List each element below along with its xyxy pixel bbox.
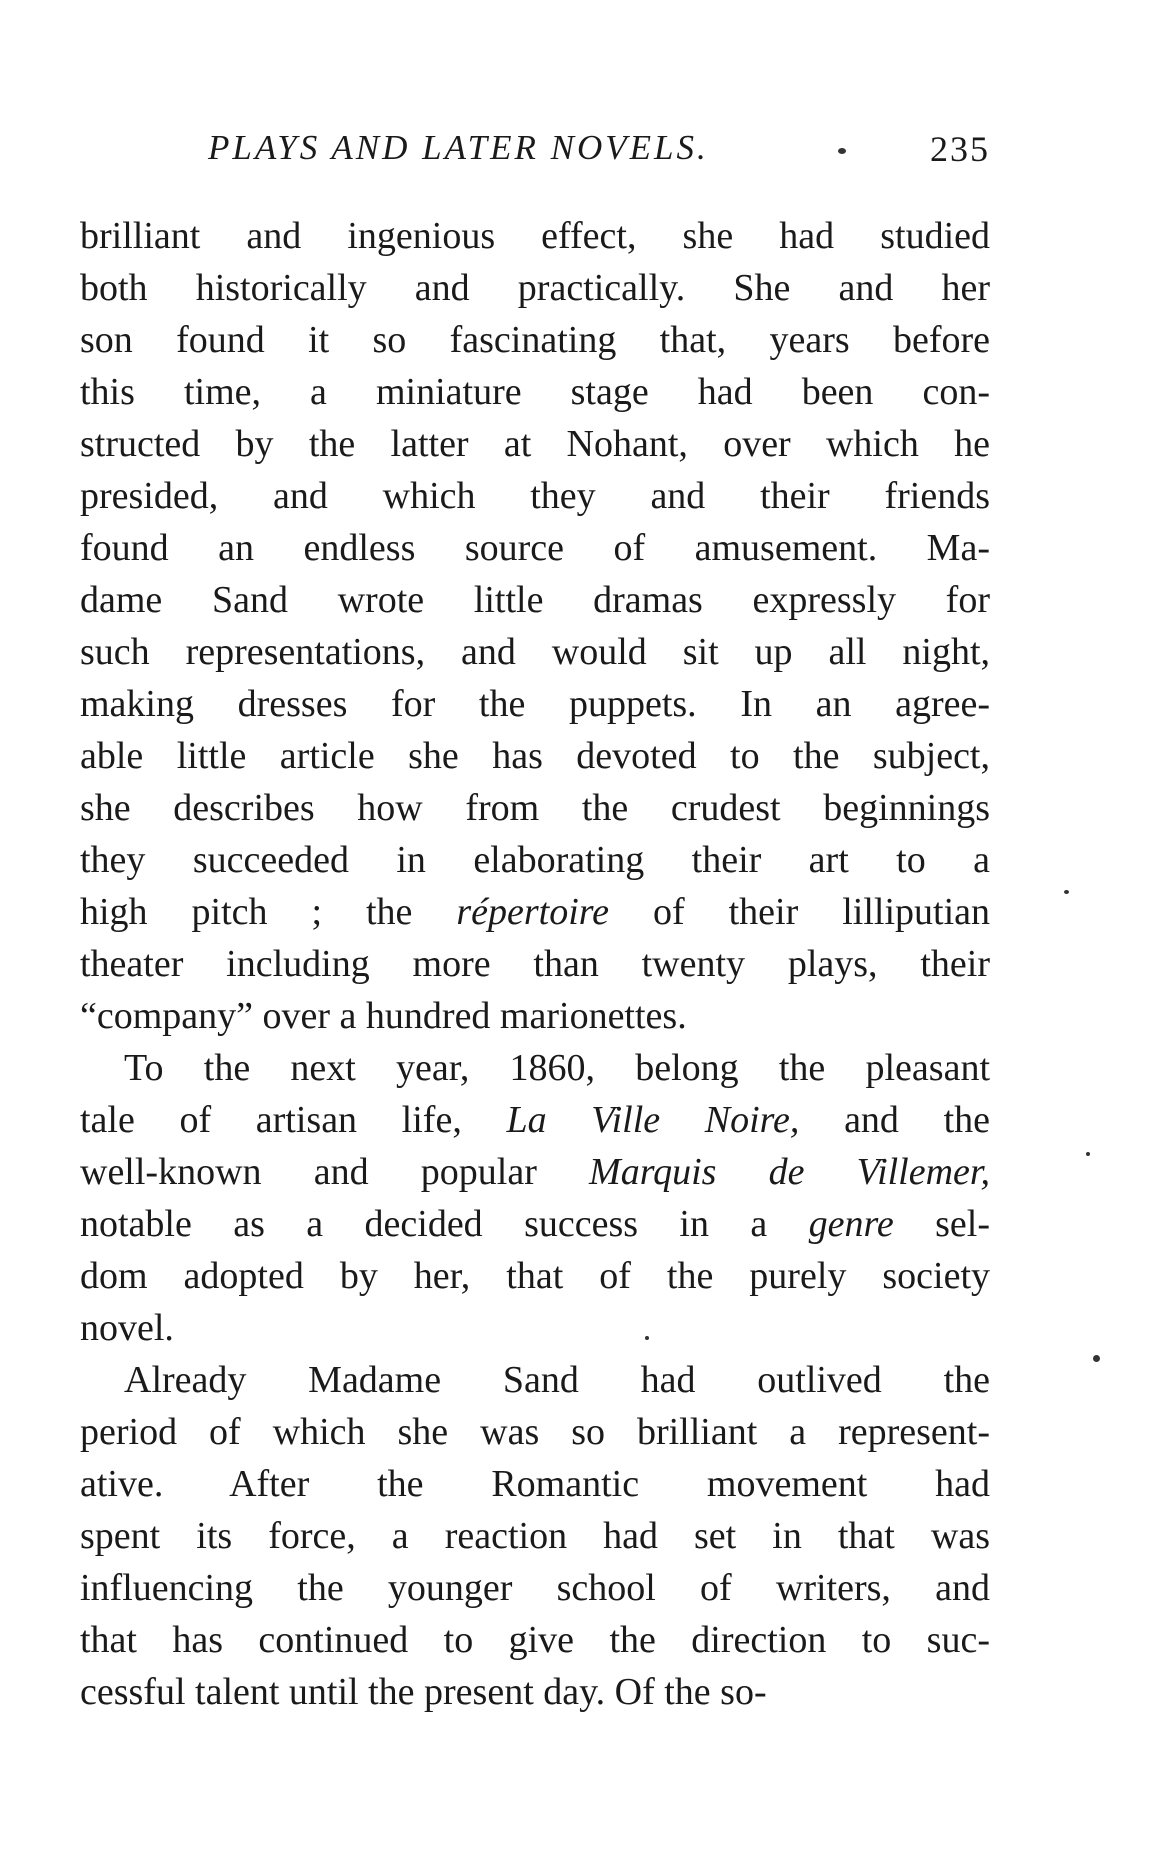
scan-speck bbox=[645, 1336, 649, 1340]
text-line bbox=[80, 1094, 990, 1146]
text-line bbox=[80, 1510, 990, 1562]
text-run: sel- bbox=[893, 1203, 990, 1245]
text-run: ative. After the Romantic movement had bbox=[80, 1463, 990, 1505]
scan-speck bbox=[1093, 1355, 1100, 1362]
text-run: son found it so fascinating that, years before bbox=[80, 319, 990, 361]
text-line bbox=[80, 834, 990, 886]
text-run: found an endless source of amusement. Ma- bbox=[80, 527, 990, 569]
page-number: 235 bbox=[930, 129, 990, 169]
text-run: cessful talent until the present day. Of the so- bbox=[80, 1671, 767, 1713]
text-run: theater including more than twenty plays, their bbox=[80, 943, 990, 985]
text-run: she describes how from the crudest beginnings bbox=[80, 787, 990, 829]
text-run: spent its force, a reaction had set in that was bbox=[80, 1515, 990, 1557]
text-line bbox=[80, 1614, 990, 1666]
text-run: of their lilliputian bbox=[609, 891, 990, 933]
text-run: influencing the younger school of writers, and bbox=[80, 1567, 990, 1609]
text-run: structed by the latter at Nohant, over which he bbox=[80, 423, 990, 465]
text-run: brilliant and ingenious effect, she had studied bbox=[80, 215, 990, 257]
text-line bbox=[80, 418, 990, 470]
text-run: that has continued to give the direction to suc- bbox=[80, 1619, 990, 1661]
text-line bbox=[80, 886, 990, 938]
running-title: PLAYS AND LATER NOVELS. bbox=[208, 128, 709, 167]
scan-speck bbox=[838, 148, 846, 154]
text-run: tale of artisan life, bbox=[80, 1099, 507, 1141]
text-line bbox=[80, 1406, 990, 1458]
text-line bbox=[80, 210, 990, 262]
running-head bbox=[80, 128, 990, 178]
text-run: dom adopted by her, that of the purely society bbox=[80, 1255, 990, 1297]
text-line bbox=[80, 626, 990, 678]
text-run: presided, and which they and their friends bbox=[80, 475, 990, 517]
text-run: they succeeded in elaborating their art to a bbox=[80, 839, 990, 881]
text-line bbox=[80, 678, 990, 730]
text-line bbox=[80, 1458, 990, 1510]
text-run: both historically and practically. She and her bbox=[80, 267, 990, 309]
text-run: “company” over a hundred marionettes. bbox=[80, 995, 687, 1037]
text-line bbox=[80, 314, 990, 366]
italic-phrase: répertoire bbox=[456, 891, 610, 933]
text-run: such representations, and would sit up all night, bbox=[80, 631, 990, 673]
scan-speck bbox=[1086, 1152, 1090, 1156]
text-run: notable as a decided success in a bbox=[80, 1203, 809, 1245]
text-line bbox=[80, 938, 990, 990]
text-line bbox=[80, 1666, 990, 1718]
italic-phrase: genre bbox=[808, 1203, 894, 1245]
text-line bbox=[80, 782, 990, 834]
paragraph bbox=[80, 1354, 990, 1718]
paragraph bbox=[80, 210, 990, 1042]
text-line bbox=[80, 1562, 990, 1614]
text-run: this time, a miniature stage had been con- bbox=[80, 371, 990, 413]
text-line bbox=[80, 1302, 990, 1354]
text-run: To the next year, 1860, belong the pleasant bbox=[124, 1047, 990, 1089]
text-run: Already Madame Sand had outlived the bbox=[124, 1359, 990, 1401]
text-line bbox=[80, 730, 990, 782]
text-run: able little article she has devoted to the subject, bbox=[80, 735, 990, 777]
text-line bbox=[80, 470, 990, 522]
text-line bbox=[80, 522, 990, 574]
text-run: making dresses for the puppets. In an agree- bbox=[80, 683, 990, 725]
text-line bbox=[80, 366, 990, 418]
text-run: and the bbox=[799, 1099, 990, 1141]
text-line bbox=[80, 262, 990, 314]
scan-speck bbox=[1064, 890, 1069, 894]
text-line bbox=[80, 1042, 990, 1094]
text-run: dame Sand wrote little dramas expressly for bbox=[80, 579, 990, 621]
text-line bbox=[80, 1146, 990, 1198]
text-line bbox=[80, 1354, 990, 1406]
paragraph bbox=[80, 1042, 990, 1354]
text-run: high pitch ; the bbox=[80, 891, 457, 933]
text-run: novel. bbox=[80, 1307, 174, 1349]
text-line bbox=[80, 574, 990, 626]
italic-phrase: La Ville Noire, bbox=[506, 1099, 800, 1141]
text-run: well-known and popular bbox=[80, 1151, 590, 1193]
text-line bbox=[80, 1250, 990, 1302]
italic-phrase: Marquis de Villemer, bbox=[589, 1151, 990, 1193]
text-line bbox=[80, 990, 990, 1042]
text-run: period of which she was so brilliant a represent- bbox=[80, 1411, 990, 1453]
text-line bbox=[80, 1198, 990, 1250]
body-text bbox=[80, 210, 990, 1718]
